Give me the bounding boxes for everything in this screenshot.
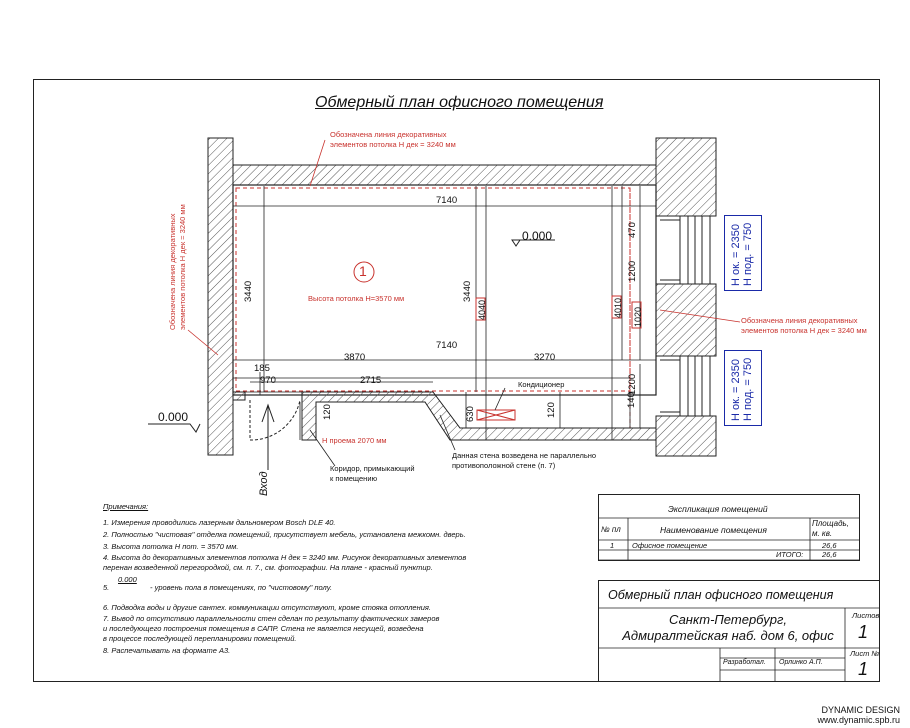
window-top [660, 216, 710, 284]
opening-note: Н проема 2070 мм [322, 436, 387, 445]
dim-970: 970 [260, 375, 276, 386]
dim-120a: 120 [322, 404, 333, 420]
explication-total-label: ИТОГО: [776, 550, 804, 559]
entrance-label: Вход [258, 471, 270, 496]
stamp-sheets-label: Листов [852, 611, 880, 620]
dim-120b: 120 [546, 402, 557, 418]
partition-wall [302, 392, 656, 440]
dim-1200a: 1200 [627, 260, 638, 282]
explication-col-area: Площадь, м. кв. [812, 519, 849, 538]
ceiling-note-top: Обозначена линия декоративных элементов потолка Н дек = 3240 мм [330, 130, 456, 149]
note-item: 5. [103, 583, 110, 592]
dim-1200b: 1200 [627, 373, 638, 395]
window-bottom-note: Н ок. = 2350 Н под. = 750 [730, 357, 754, 421]
right-wall-mid [656, 284, 716, 356]
note-item: 1. Измерения проводились лазерным дальномером Bosch DLE 40. [103, 518, 336, 527]
dim-185: 185 [254, 363, 270, 374]
dim-630: 630 [465, 406, 476, 422]
note-item: 6. Подводка воды и другие сантех. коммуникации отсутствуют, кроме стояка отопления. [103, 603, 431, 612]
ceiling-note-right: Обозначена линия декоративных элементов потолка Н дек = 3240 мм [741, 316, 867, 335]
left-wall [208, 138, 233, 455]
note-item: - уровень пола в помещениях, по "чистовому" полу. [150, 583, 333, 592]
note-item: 3. Высота потолка Н пот. = 3570 мм. [103, 542, 239, 551]
note-item: 8. Распечатывать на формате А3. [103, 646, 231, 655]
room-number: 1 [359, 263, 367, 279]
explication-col-no: № пл [601, 525, 621, 534]
footer-site: www.dynamic.spb.ru [817, 715, 900, 725]
corridor-note: Коридор, примыкающий к помещению [330, 464, 415, 483]
stamp-developer: Орлинко А.П. [779, 659, 823, 666]
right-wall-top [656, 138, 716, 216]
right-wall-bottom [656, 416, 716, 456]
note-item: перенан возведенной перегородкой, см. п. 7., см. фотографии. На плане - красный пунктир. [103, 563, 433, 572]
explication-total-area: 26,6 [822, 550, 837, 559]
explication-row-area: 26,6 [822, 541, 837, 550]
stamp-sheets-value: 1 [858, 622, 869, 642]
note-item: 2. Полностью "чистовая" отделка помещений, присутствует мебель, установлена межкомн. дверь. [103, 530, 466, 539]
dim-1020: 1020 [633, 306, 643, 327]
dim-3440a: 3440 [243, 280, 254, 302]
stamp-sheet-no-label: Лист № [850, 649, 880, 658]
footer-brand: DYNAMIC DESIGN [821, 705, 900, 715]
notes-heading: Примечания: [103, 502, 149, 511]
explication-col-name: Наименование помещения [660, 525, 767, 535]
note-item: 7. Вывод по отсутствию параллельности стен сделан по результату фактических замеров [103, 614, 440, 623]
dim-140: 140 [626, 392, 637, 408]
drawing-title: Обмерный план офисного помещения [315, 94, 604, 111]
dim-3870: 3870 [344, 352, 366, 363]
dim-2715: 2715 [360, 375, 382, 386]
top-wall [233, 165, 656, 185]
dim-3440b: 3440 [462, 280, 473, 302]
ceiling-height: Высота потолка Н=3570 мм [308, 294, 405, 303]
explication-row-no: 1 [610, 541, 615, 550]
note-item: в процессе последующей перепланировки помещений. [103, 634, 297, 643]
dim-4040: 4040 [477, 299, 487, 320]
dim-4010: 4010 [613, 297, 623, 318]
window-top-note: Н ок. = 2350 Н под. = 750 [730, 222, 754, 286]
stamp-title: Обмерный план офисного помещения [608, 588, 834, 602]
explication-title: Экспликация помещений [668, 504, 768, 514]
stamp-sheet-no-value: 1 [858, 659, 869, 679]
note-item: 4. Высота до декоративных элементов потолка Н дек = 3240 мм. Рисунок декоративных элементов [103, 553, 467, 562]
level-left: 0.000 [158, 410, 189, 424]
stamp-developed-label: Разработал. [723, 659, 766, 666]
note-item: и последующего построения помещения в САПР. Стена не является несущей, возведена [103, 624, 424, 633]
window-bottom [660, 356, 710, 416]
door-swing [250, 400, 300, 440]
wall-note: Данная стена возведена не параллельно противоположной стене (п. 7) [452, 451, 597, 470]
dim-mid-7140: 7140 [436, 340, 458, 351]
note-level-mark: 0.000 [118, 575, 137, 584]
stamp-address: Санкт-Петербург, Адмиралтейская наб. дом 6, офис [622, 612, 834, 643]
dim-470: 470 [627, 222, 638, 238]
level-top: 0.000 [522, 229, 553, 243]
dim-3270: 3270 [534, 352, 556, 363]
conditioner-label: Кондиционер [518, 380, 565, 389]
ceiling-line [236, 188, 630, 391]
explication-row-name: Офисное помещение [632, 541, 708, 550]
ceiling-note-left: Обозначена линия декоративных элементов потолка Н дек = 3240 мм [168, 204, 187, 330]
dim-top-7140: 7140 [436, 195, 458, 206]
